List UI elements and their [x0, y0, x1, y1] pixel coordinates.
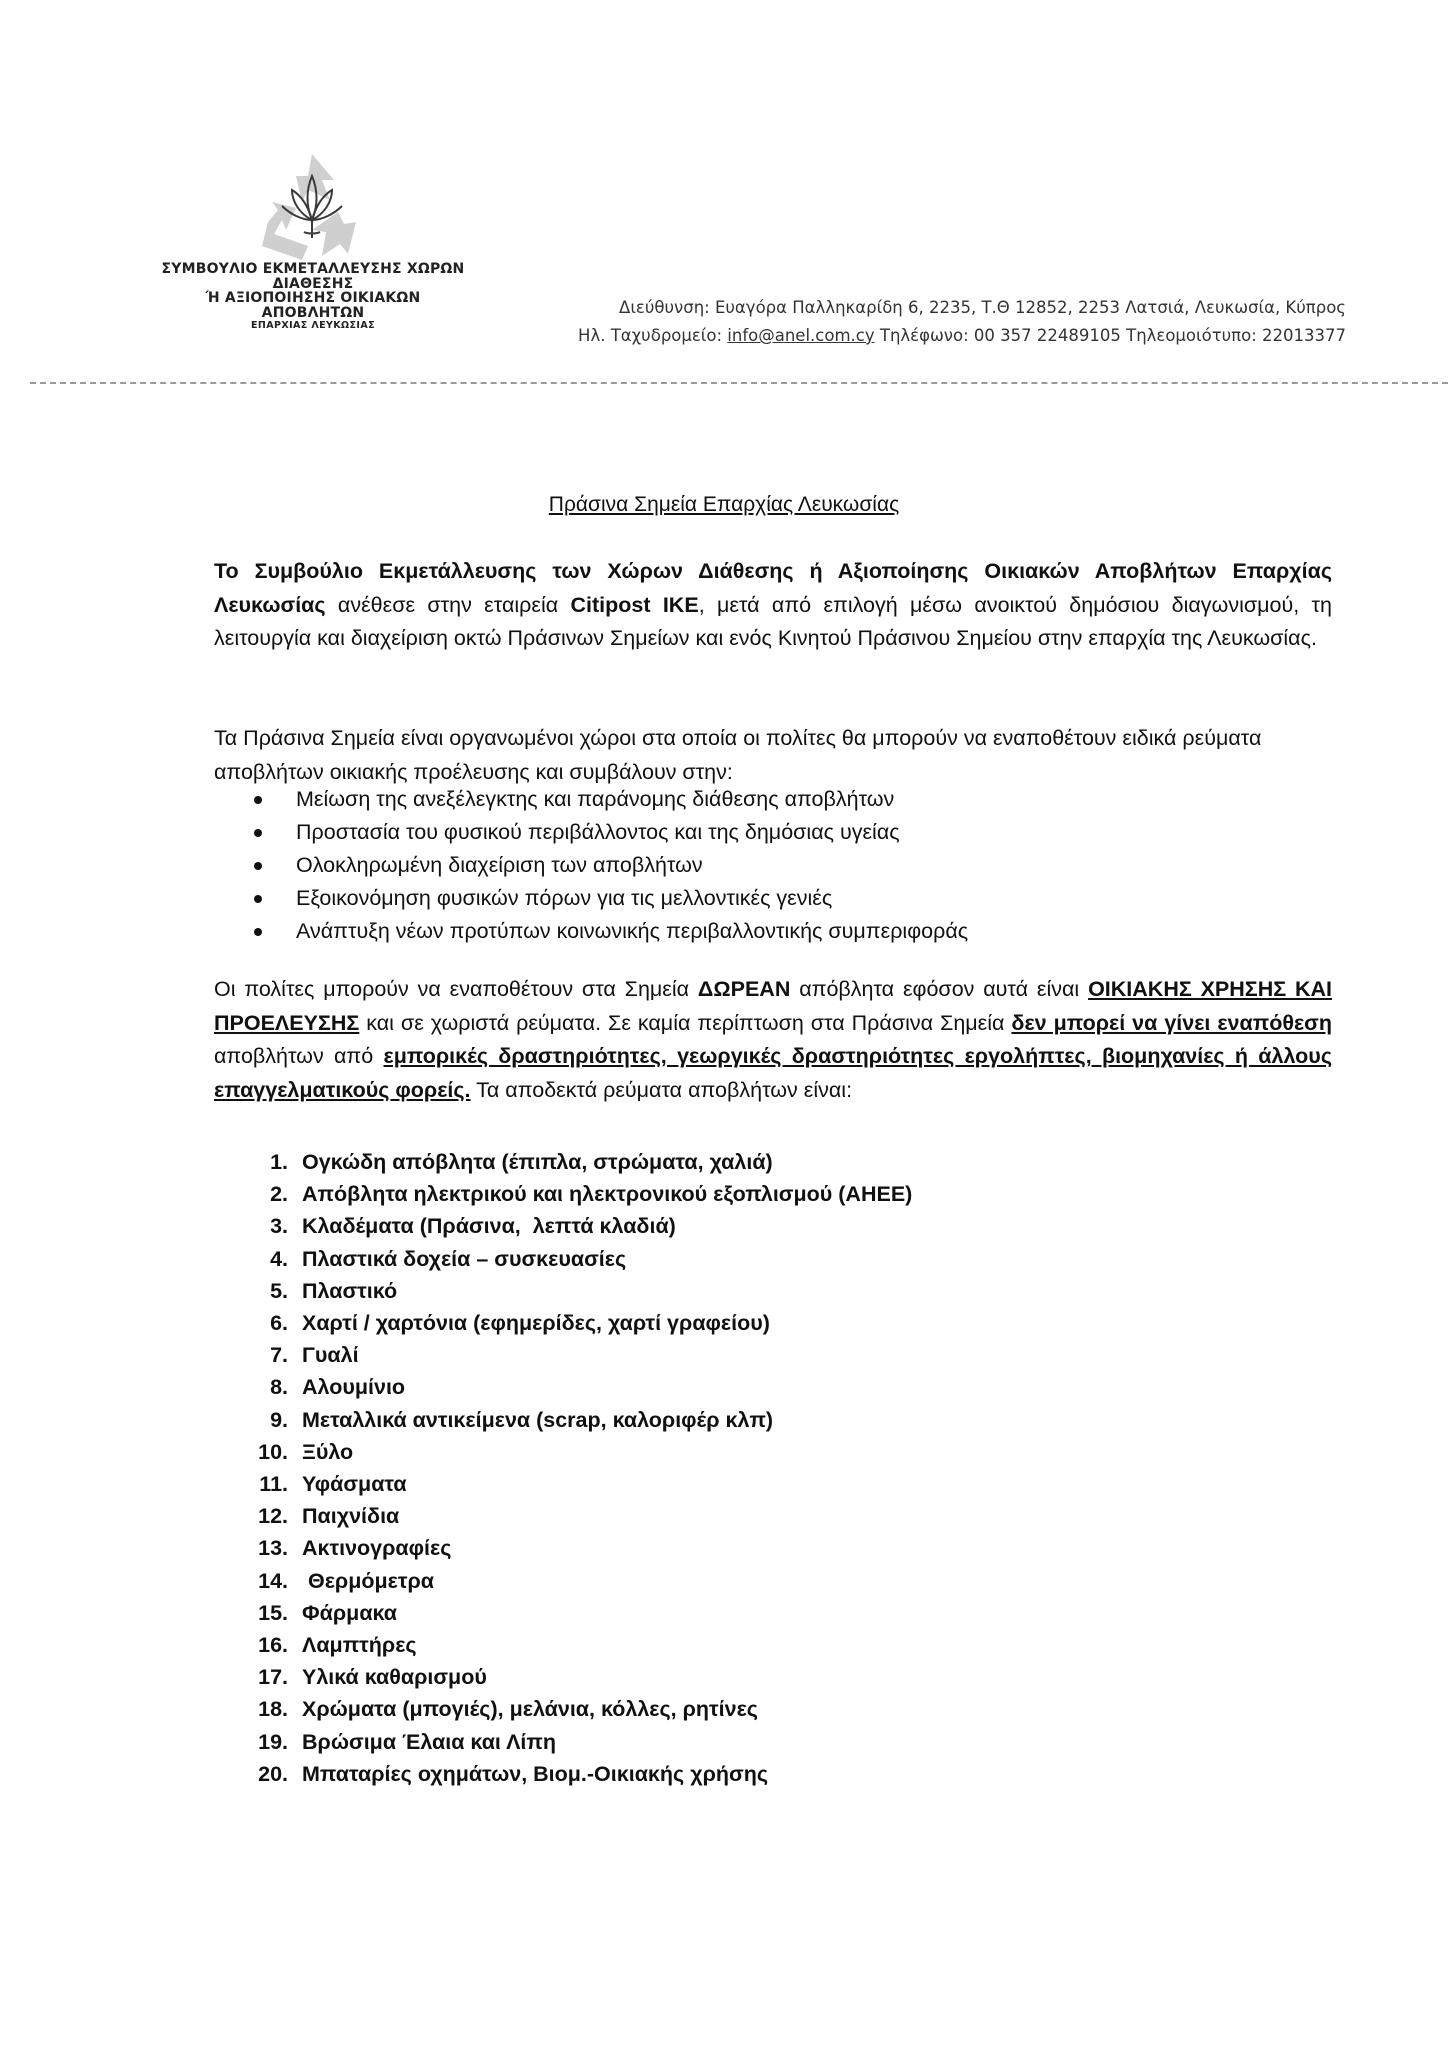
waste-stream-item: [244, 1275, 912, 1307]
rules-text-3: και σε χωριστά ρεύματα. Σε καμία περίπτωση στα Πράσινα Σημεία: [359, 1010, 1012, 1035]
rules-paragraph: [214, 973, 1332, 1107]
waste-stream-item: [244, 1468, 912, 1500]
item-label: Βρώσιμα Έλαια και Λίπη: [302, 1729, 556, 1754]
item-number: 6.: [270, 1311, 288, 1336]
item-label: Πλαστικά δοχεία – συσκευασίες: [302, 1246, 627, 1271]
item-label: Απόβλητα ηλεκτρικού και ηλεκτρονικού εξοπλισμού (ΑΗΕΕ): [302, 1182, 913, 1207]
email-phone-line: [578, 322, 1346, 350]
waste-stream-item: [244, 1210, 912, 1242]
item-number: 14.: [258, 1568, 288, 1593]
item-label: Χαρτί / χαρτόνια (εφημερίδες, χαρτί γραφείου): [302, 1311, 770, 1336]
item-label: Ξύλο: [302, 1439, 354, 1464]
item-number: 19.: [258, 1729, 288, 1754]
waste-stream-item: [244, 1436, 912, 1468]
item-label: Λαμπτήρες: [302, 1633, 417, 1658]
item-number: 12.: [258, 1504, 288, 1529]
item-number: 18.: [258, 1697, 288, 1722]
item-number: 5.: [270, 1278, 288, 1303]
address: Διεύθυνση: Ευαγόρα Παλληκαρίδη 6, 2235, Τ.Θ 12852, 2253 Λατσιά, Λευκωσία, Κύπρος: [619, 298, 1346, 317]
item-number: 8.: [270, 1375, 288, 1400]
waste-stream-item: [244, 1146, 912, 1178]
benefit-item: [254, 849, 1254, 882]
item-number: 9.: [270, 1407, 288, 1432]
email-link[interactable]: info@anel.com.cy: [727, 326, 875, 345]
waste-stream-item: [244, 1661, 912, 1693]
waste-stream-item: [244, 1404, 912, 1436]
item-label: Μπαταρίες οχημάτων, Βιομ.-Οικιακής χρήσης: [302, 1761, 769, 1786]
waste-stream-item: [244, 1726, 912, 1758]
item-number: 20.: [258, 1761, 288, 1786]
rules-text-2: απόβλητα εφόσον αυτά είναι: [790, 977, 1089, 1001]
recycling-lotus-logo-icon: [252, 150, 372, 268]
waste-stream-item: [244, 1307, 912, 1339]
bullet-icon: [254, 796, 262, 804]
waste-stream-item: [244, 1532, 912, 1564]
organization-name: [158, 262, 468, 331]
item-number: 10.: [258, 1439, 288, 1464]
item-label: Ογκώδη απόβλητα (έπιπλα, στρώματα, χαλιά): [302, 1150, 773, 1174]
item-label: Γυαλί: [302, 1343, 359, 1368]
item-label: Υφάσματα: [302, 1472, 407, 1497]
item-number: 3.: [270, 1214, 288, 1239]
email-label: Ηλ. Ταχυδρομείο:: [578, 326, 723, 345]
rules-text-5: Τα αποδεκτά ρεύματα αποβλήτων είναι:: [470, 1077, 853, 1102]
item-label: Παιχνίδια: [302, 1504, 400, 1529]
intro-text-a: ανέθεσε στην εταιρεία: [325, 592, 571, 617]
org-name-line3: ΕΠΑΡΧΙΑΣ ΛΕΥΚΩΣΙΑΣ: [251, 319, 375, 331]
waste-stream-item: [244, 1371, 912, 1403]
header-divider: [30, 382, 1448, 384]
benefit-text: Εξοικονόμηση φυσικών πόρων για τις μελλοντικές γενιές: [296, 886, 833, 910]
intro-paragraph: [214, 555, 1332, 656]
item-number: 2.: [270, 1182, 288, 1207]
item-number: 17.: [258, 1665, 288, 1690]
bullet-icon: [254, 928, 262, 936]
company-name: Citipost IKE: [570, 592, 699, 617]
benefit-item: [254, 783, 1254, 816]
item-label: Θερμόμετρα: [302, 1568, 434, 1593]
bullet-icon: [254, 862, 262, 870]
benefit-text: Προστασία του φυσικού περιβάλλοντος και της δημόσιας υγείας: [296, 820, 900, 844]
waste-stream-item: [244, 1339, 912, 1371]
benefit-text: Μείωση της ανεξέλεγκτης και παράνομης διάθεσης αποβλήτων: [296, 787, 895, 811]
item-number: 11.: [259, 1472, 288, 1497]
org-name-line2: Ή ΑΞΙΟΠΟΙΗΣΗΣ ΟΙΚΙΑΚΩΝ ΑΠΟΒΛΗΤΩΝ: [205, 290, 421, 322]
rules-text-4: αποβλήτων από: [214, 1044, 384, 1068]
waste-stream-item: [244, 1758, 912, 1790]
benefits-list: [254, 783, 1254, 948]
green-points-description: Τα Πράσινα Σημεία είναι οργανωμένοι χώροι στα οποία οι πολίτες θα μπορούν να εναποθέτουν ειδικά ρεύματα αποβλήτων οικιακής προέλευσης και συμβάλουν στην:: [214, 726, 1262, 784]
benefit-item: [254, 915, 1254, 948]
benefit-item: [254, 882, 1254, 915]
waste-streams-list: [244, 1146, 912, 1790]
waste-stream-item: [244, 1693, 912, 1725]
item-label: Μεταλλικά αντικείμενα (scrap, καλοριφέρ κλπ): [302, 1407, 774, 1432]
intro-text-b: , μετά από επιλογή μέσω ανοικτού δημόσιου διαγωνισμού, τη λειτουργία και διαχείριση οκτώ Πράσινων Σημείων και ενός Κινητού Πράσινου Σημείου στην επαρχία της Λευκωσίας.: [214, 592, 1332, 650]
item-number: 13.: [258, 1536, 288, 1561]
item-number: 1.: [270, 1150, 288, 1174]
item-label: Ακτινογραφίες: [302, 1536, 452, 1561]
item-label: Αλουμίνιο: [302, 1375, 406, 1400]
item-number: 7.: [270, 1343, 288, 1368]
benefit-text: Ανάπτυξη νέων προτύπων κοινωνικής περιβαλλοντικής συμπεριφοράς: [296, 919, 969, 943]
contact-info: [578, 294, 1346, 350]
household-use-label: ΟΙΚΙΑΚΗΣ ΧΡΗΣΗΣ ΚΑΙ ΠΡΟΕΛΕΥΣΗΣ: [214, 977, 1332, 1035]
item-number: 15.: [258, 1600, 288, 1625]
page-title: Πράσινα Σημεία Επαρχίας Λευκωσίας: [548, 493, 900, 516]
waste-stream-item: [244, 1243, 912, 1275]
bullet-icon: [254, 895, 262, 903]
free-label: ΔΩΡΕΑΝ: [697, 977, 791, 1001]
bullet-icon: [254, 829, 262, 837]
item-label: Υλικά καθαρισμού: [302, 1665, 487, 1690]
item-label: Πλαστικό: [302, 1278, 398, 1303]
excluded-sources: εμπορικές δραστηριότητες, γεωργικές δραστηριότητες εργολήπτες, βιομηχανίες ή άλλους επαγγελματικούς φορείς.: [214, 1044, 1332, 1102]
waste-stream-item: [244, 1178, 912, 1210]
item-label: Φάρμακα: [302, 1600, 398, 1625]
council-name: Το Συμβούλιο Εκμετάλλευσης των Χώρων Διάθεσης ή Αξιοποίησης Οικιακών Αποβλήτων Επαρχίας Λευκωσίας: [214, 559, 1332, 617]
benefit-item: [254, 816, 1254, 849]
item-number: 16.: [258, 1633, 288, 1658]
item-number: 4.: [270, 1246, 288, 1271]
phone-fax: Τηλέφωνο: 00 357 22489105 Τηλεομοιότυπο: 22013377: [879, 326, 1346, 345]
benefit-text: Ολοκληρωμένη διαχείριση των αποβλήτων: [296, 853, 703, 877]
no-deposit-label: δεν μπορεί να γίνει εναπόθεση: [1011, 1010, 1332, 1035]
waste-stream-item: [244, 1500, 912, 1532]
item-label: Χρώματα (μπογιές), μελάνια, κόλλες, ρητίνες: [302, 1697, 758, 1722]
item-label: Κλαδέματα (Πράσινα, λεπτά κλαδιά): [302, 1214, 676, 1239]
rules-text-1: Οι πολίτες μπορούν να εναποθέτουν στα Σημεία: [214, 977, 698, 1001]
waste-stream-item: [244, 1629, 912, 1661]
org-name-line1: ΣΥΜΒΟΥΛΙΟ ΕΚΜΕΤΑΛΛΕΥΣΗΣ ΧΩΡΩΝ ΔΙΑΘΕΣΗΣ: [161, 261, 465, 292]
waste-stream-item: [244, 1597, 912, 1629]
waste-stream-item: [244, 1565, 912, 1597]
